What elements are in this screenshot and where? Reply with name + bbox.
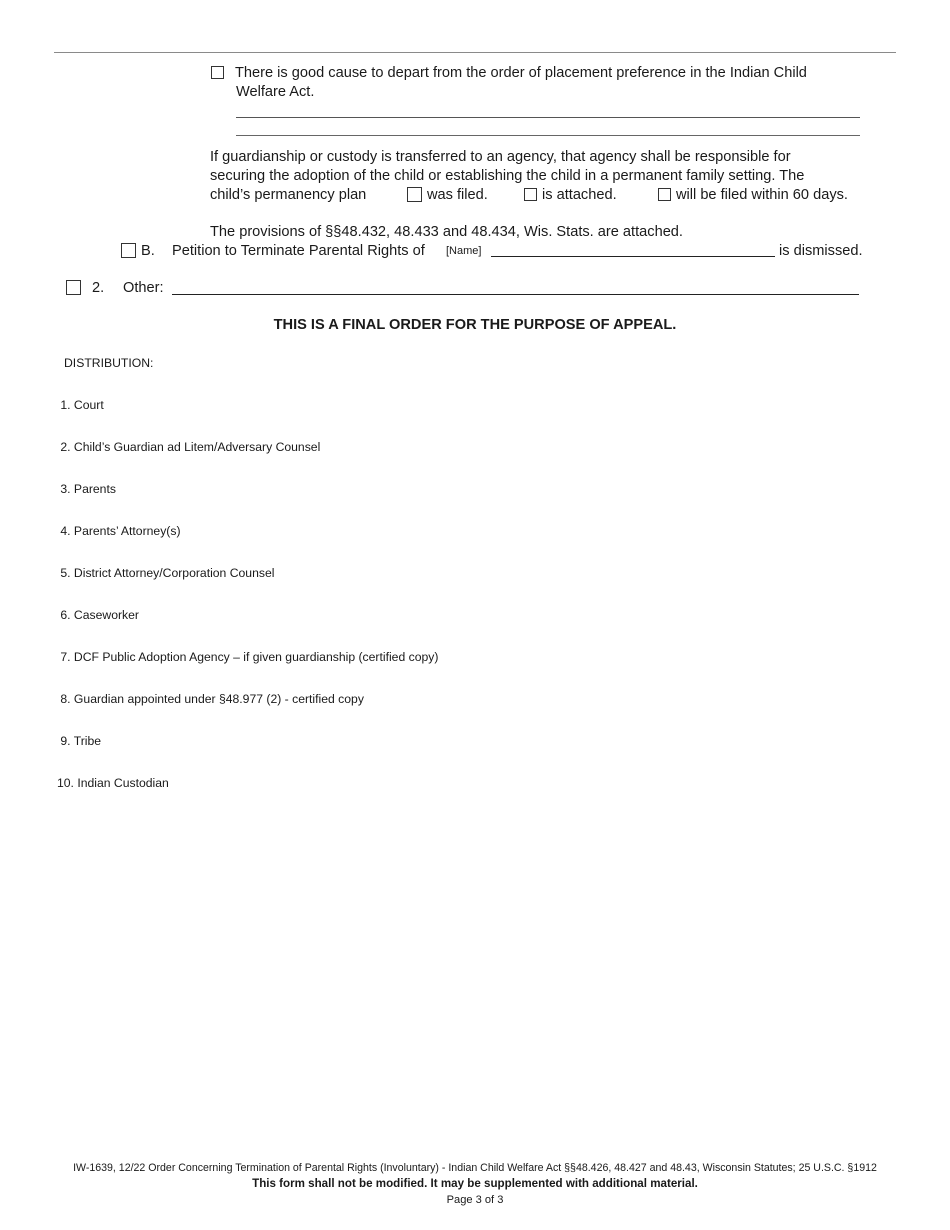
- final-order-heading: THIS IS A FINAL ORDER FOR THE PURPOSE OF APPEAL.: [273, 317, 677, 333]
- plan-within-60-days-checkbox[interactable]: [658, 188, 671, 201]
- item-b-checkbox[interactable]: [121, 243, 136, 258]
- footer-notice: This form shall not be modified. It may be supplemented with additional material.: [252, 1177, 698, 1190]
- distribution-item: 10. Indian Custodian: [57, 776, 169, 790]
- distribution-item: 8. Guardian appointed under §48.977 (2) - certified copy: [57, 692, 364, 706]
- plan-was-filed-label: was filed.: [427, 187, 488, 203]
- distribution-heading: DISTRIBUTION:: [64, 356, 154, 370]
- distribution-item: 4. Parents’ Attorney(s): [57, 524, 181, 538]
- distribution-item: 7. DCF Public Adoption Agency – if given guardianship (certified copy): [57, 650, 439, 664]
- footer-page-number: Page 3 of 3: [446, 1194, 504, 1206]
- distribution-item: 2. Child’s Guardian ad Litem/Adversary Counsel: [57, 440, 321, 454]
- plan-is-attached-label: is attached.: [542, 187, 617, 203]
- item-b-name-hint: [Name]: [446, 245, 482, 257]
- good-cause-checkbox[interactable]: [211, 66, 224, 79]
- provisions-text: The provisions of §§48.432, 48.433 and 48.434, Wis. Stats. are attached.: [210, 224, 683, 240]
- distribution-item: 9. Tribe: [57, 734, 102, 748]
- item-2-number: 2.: [92, 280, 105, 296]
- distribution-item: 1. Court: [57, 398, 104, 412]
- distribution-list: [57, 370, 438, 804]
- good-cause-reason-line-2[interactable]: [236, 135, 860, 136]
- item-2-other-field[interactable]: [172, 294, 859, 295]
- item-b-name-field[interactable]: [491, 256, 775, 257]
- footer-form-line: IW-1639, 12/22 Order Concerning Termination of Parental Rights (Involuntary) - Indian Child Welfare Act §§48.426, 48.427 and 48.43, Wisconsin Statutes; 25 U.S.C. §1912: [73, 1162, 877, 1174]
- distribution-item: 6. Caseworker: [57, 608, 139, 622]
- plan-was-filed-checkbox[interactable]: [407, 187, 422, 202]
- agency-paragraph-line2: securing the adoption of the child or establishing the child in a permanent family setting. The: [210, 168, 805, 184]
- plan-is-attached-checkbox[interactable]: [524, 188, 537, 201]
- good-cause-text-line1: There is good cause to depart from the order of placement preference in the Indian Child: [235, 65, 807, 81]
- item-b-text: Petition to Terminate Parental Rights of: [172, 243, 425, 259]
- good-cause-reason-line-1[interactable]: [236, 117, 860, 118]
- top-divider: [54, 52, 896, 53]
- item-b-letter: B.: [141, 243, 155, 259]
- good-cause-text-line2: Welfare Act.: [236, 84, 315, 100]
- permanency-plan-label: child’s permanency plan: [210, 187, 367, 203]
- plan-within-60-days-label: will be filed within 60 days.: [676, 187, 848, 203]
- item-2-label: Other:: [123, 280, 164, 296]
- agency-paragraph-line1: If guardianship or custody is transferred to an agency, that agency shall be responsible for: [210, 149, 791, 165]
- item-2-checkbox[interactable]: [66, 280, 81, 295]
- item-b-suffix: is dismissed.: [779, 243, 863, 259]
- distribution-item: 5. District Attorney/Corporation Counsel: [57, 566, 275, 580]
- distribution-item: 3. Parents: [57, 482, 116, 496]
